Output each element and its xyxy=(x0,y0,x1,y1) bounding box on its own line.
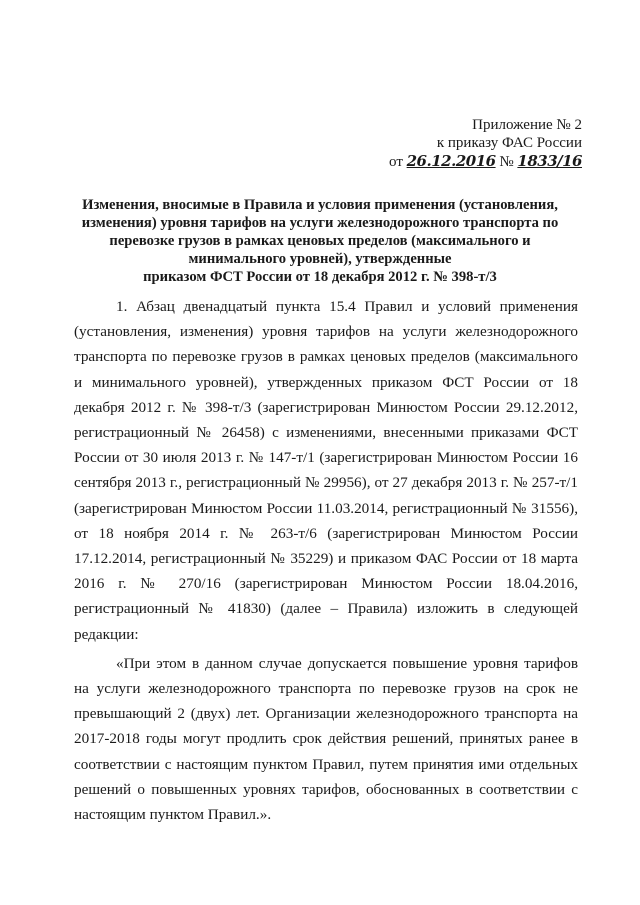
number-sign: № xyxy=(499,154,514,170)
title-line: изменения) уровня тарифов на услуги железнодорожного транспорта по xyxy=(81,215,559,231)
handwritten-date: 26.12.2016 xyxy=(406,152,496,170)
title-line: приказом ФСТ России от 18 декабря 2012 г. № 398-т/3 xyxy=(143,269,497,285)
appendix-header xyxy=(389,116,582,171)
paragraph-amendment: 1. Абзац двенадцатый пункта 15.4 Правил и условий применения (установления, изменения) уровня тарифов на услуги железнодорожного транспорта по перевозке грузов в рамках ценовых пределов (максимального и минимального уровней), утвержденных приказом ФСТ России от 18 декабря 2012 г. № 398-т/3 (зарегистрирован Минюстом России 29.12.2012, регистрационный № 26458) с изменениями, внесенными приказами ФСТ России от 30 июля 2013 г. № 147-т/1 (зарегистрирован Минюстом России 16 сентября 2013 г., регистрационный № 29956), от 27 декабря 2013 г. № 257-т/1 (зарегистрирован Минюстом России 11.03.2014, регистрационный № 31556), от 18 ноября 2014 г. № 263-т/6 (зарегистрирован Минюстом России 17.12.2014, регистрационный № 35229) и приказом ФАС России от 18 марта 2016 г. № 270/16 (зарегистрирован Минюстом России 18.04.2016, регистрационный № 41830) (далее – Правила) изложить в следующей редакции: xyxy=(74,298,578,643)
document-title xyxy=(70,196,570,286)
document-body xyxy=(74,294,578,827)
handwritten-order-number: 1833/16 xyxy=(517,152,582,170)
paragraph-new-wording: «При этом в данном случае допускается повышение уровня тарифов на услуги железнодорожного транспорта по перевозке грузов на срок не превышающий 2 (двух) лет. Организации железнодорожного транспорта на 2017-2018 годы могут продлить срок действия решений, принятых ранее в соответствии с настоящим пунктом Правил, путем принятия ими отдельных решений о повышенных уровнях тарифов, обоснованных в соответствии с настоящим пунктом Правил.». xyxy=(74,654,578,824)
title-line: перевозке грузов в рамках ценовых пределов (максимального и xyxy=(109,233,531,249)
appendix-number: Приложение № 2 xyxy=(472,117,582,133)
appendix-order-reference: к приказу ФАС России xyxy=(436,135,582,151)
date-prefix: от xyxy=(389,154,403,170)
appendix-date-line xyxy=(389,152,582,171)
title-line: Изменения, вносимые в Правила и условия применения (установления, xyxy=(82,197,558,213)
title-line: минимального уровней), утвержденные xyxy=(188,251,452,267)
